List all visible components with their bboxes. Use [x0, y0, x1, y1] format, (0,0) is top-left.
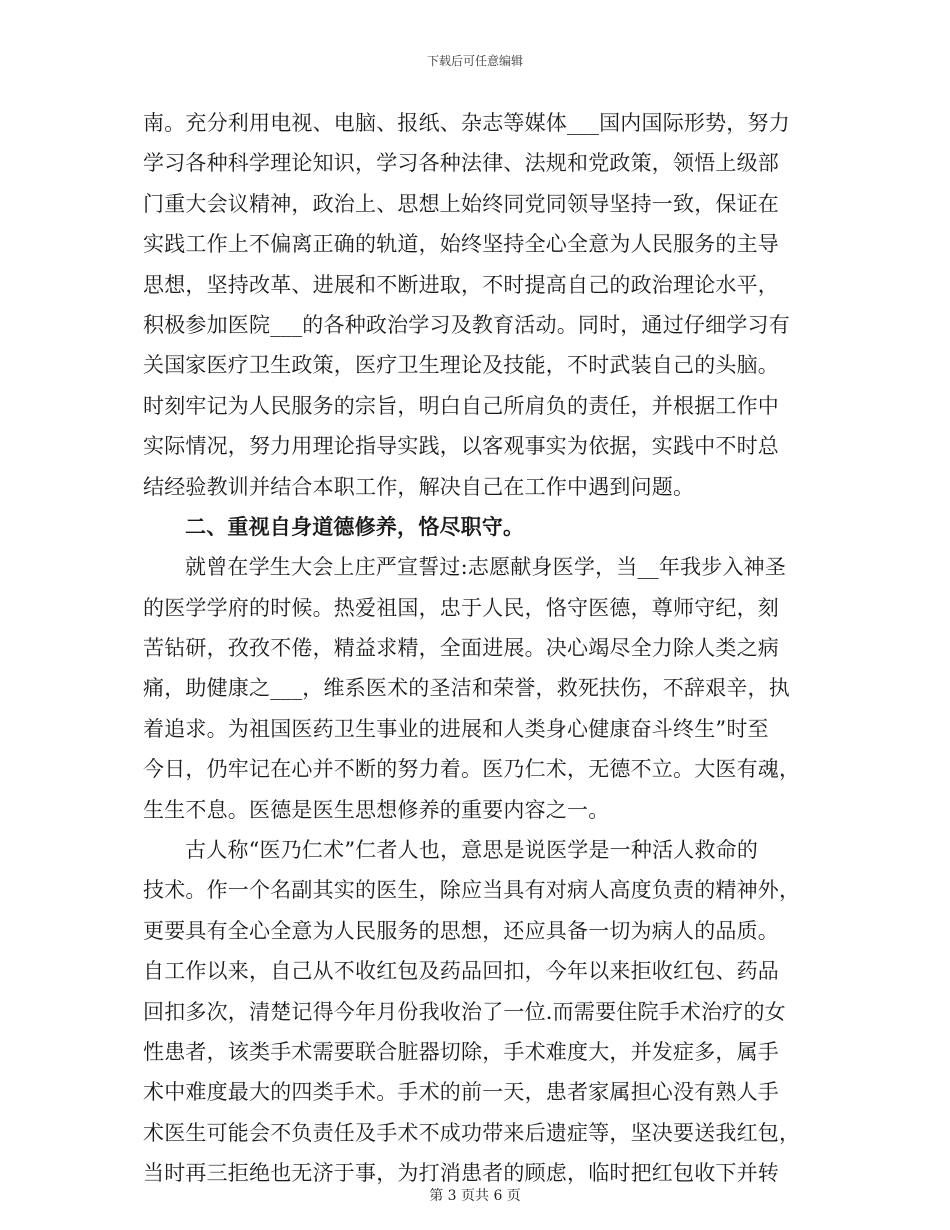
text-line: 更要具有全心全意为人民服务的思想，还应具备一切为病人的品质。	[143, 918, 779, 943]
page-header: 下载后可任意编辑	[426, 54, 523, 68]
document-body	[143, 103, 808, 1194]
text-line: 结经验教训并结合本职工作，解决自己在工作中遇到问题。	[143, 474, 695, 499]
text-line: 门重大会议精神，政治上、思想上始终同党同领导坚持一致，保证在	[143, 191, 779, 216]
text-line: 思想，坚持改革、进展和不断进取，不时提高自己的政治理论水平，	[143, 272, 779, 297]
text-line: 南。充分利用电视、电脑、报纸、杂志等媒体___国内国际形势，努力	[143, 111, 790, 135]
text-line: 就曾在学生大会上庄严宣誓过:志愿献身医学，当__年我步入神圣	[185, 555, 787, 580]
text-line: 关国家医疗卫生政策，医疗卫生理论及技能，不时武装自己的头脑。	[143, 353, 779, 378]
text-line: 生生不息。医德是医生思想修养的重要内容之一。	[143, 797, 610, 822]
text-line: 术医生可能会不负责任及手术不成功带来后遗症等，坚决要送我红包，	[143, 1120, 801, 1145]
text-line: 学习各种科学理论知识，学习各种法律、法规和党政策，领悟上级部	[143, 151, 779, 176]
text-line: 实践工作上不偏离正确的轨道，始终坚持全心全意为人民服务的主导	[143, 232, 779, 257]
text-line: 苦钻研，孜孜不倦，精益求精，全面进展。决心竭尽全力除人类之病	[143, 636, 779, 661]
text-line: 痛，助健康之___，维系医术的圣洁和荣誉，救死扶伤，不辞艰辛，执	[143, 676, 790, 701]
text-line: 性患者，该类手术需要联合脏器切除，手术难度大，并发症多，属手	[143, 1039, 779, 1064]
text-line: 着追求。为祖国医药卫生事业的进展和人类身心健康奋斗终生”时至	[143, 716, 769, 741]
section-heading: 二、重视自身道德修养，恪尽职守。	[185, 513, 525, 539]
text-line: 回扣多次，清楚记得今年月份我收治了一位.而需要住院手术治疗的女	[143, 999, 786, 1024]
text-line: 积极参加医院___的各种政治学习及教育活动。同时，通过仔细学习有	[143, 312, 790, 337]
page-footer: 第 3 页共 6 页	[429, 1188, 521, 1204]
text-line: 今日，仍牢记在心并不断的努力着。医乃仁术，无德不立。大医有魂，	[143, 757, 801, 782]
text-line: 当时再三拒绝也无济于事，为打消患者的顾虑，临时把红包收下并转	[143, 1161, 779, 1186]
text-line: 术中难度最大的四类手术。手术的前一天，患者家属担心没有熟人手	[143, 1080, 779, 1105]
text-line: 时刻牢记为人民服务的宗旨，明白自己所肩负的责任，并根据工作中	[143, 393, 779, 418]
text-line: 技术。作一个名副其实的医生，除应当具有对病人高度负责的精神外，	[143, 878, 801, 903]
text-line: 古人称“医乃仁术”仁者人也，意思是说医学是一种活人救命的	[185, 838, 759, 863]
text-line: 自工作以来，自己从不收红包及药品回扣，今年以来拒收红包、药品	[143, 959, 779, 984]
text-line: 的医学学府的时候。热爱祖国，忠于人民，恪守医德，尊师守纪，刻	[143, 595, 779, 620]
text-line: 实际情况，努力用理论指导实践，以客观事实为依据，实践中不时总	[143, 434, 779, 459]
